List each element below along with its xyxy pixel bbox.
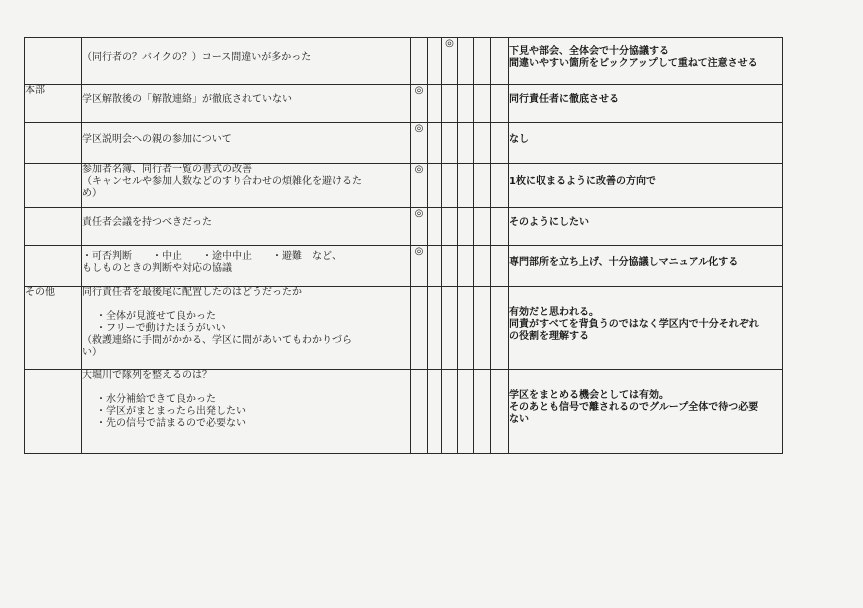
response-text: 同行責任者に徹底させる bbox=[509, 94, 619, 105]
response-cell bbox=[509, 287, 783, 370]
rating-cell bbox=[474, 370, 491, 454]
table-row bbox=[25, 123, 783, 164]
rating-cell bbox=[411, 246, 428, 287]
rating-cell bbox=[474, 85, 491, 123]
rating-cell bbox=[411, 38, 428, 85]
issue-cell bbox=[82, 85, 411, 123]
issue-text: 同行責任者を最後尾に配置したのはどうだったか bbox=[82, 287, 302, 298]
response-text: 同責がすべてを背負うのではなく学区内で十分それぞれ bbox=[509, 318, 759, 330]
issue-cell bbox=[82, 164, 411, 208]
response-text: 専門部所を立ち上げ、十分協議しマニュアル化する bbox=[509, 256, 739, 268]
issue-bullet: ・水分補給できて良かった bbox=[96, 394, 216, 405]
category-cell bbox=[25, 208, 82, 246]
rating-cell bbox=[442, 208, 458, 246]
issue-bullet: ・学区がまとまったら出発したい bbox=[96, 406, 246, 417]
rating-cell bbox=[491, 164, 509, 208]
issue-cell bbox=[82, 287, 411, 370]
double-circle-mark: ◎ bbox=[445, 38, 454, 49]
rating-cell bbox=[428, 246, 442, 287]
response-cell bbox=[509, 164, 783, 208]
rating-cell bbox=[442, 164, 458, 208]
issue-cell bbox=[82, 246, 411, 287]
issue-text: ・可否判断 ・中止 ・途中中止 ・避難 など、 bbox=[82, 250, 342, 262]
rating-cell bbox=[442, 370, 458, 454]
rating-cell bbox=[491, 85, 509, 123]
response-text: そのあとも信号で離されるのでグループ全体で待つ必要 bbox=[509, 402, 759, 413]
table-row bbox=[25, 370, 783, 454]
issue-text: め） bbox=[82, 188, 102, 199]
rating-cell bbox=[411, 85, 428, 123]
rating-cell bbox=[411, 164, 428, 208]
issue-text: 参加者名簿、同行者一覧の書式の改善 bbox=[82, 164, 252, 175]
rating-cell bbox=[442, 246, 458, 287]
rating-cell bbox=[442, 123, 458, 164]
issue-text: もしものときの判断や対応の協議 bbox=[82, 262, 232, 274]
rating-cell bbox=[458, 38, 474, 85]
response-text: 1枚に収まるように改善の方向で bbox=[509, 176, 656, 187]
response-cell bbox=[509, 85, 783, 123]
rating-cell bbox=[442, 38, 458, 85]
category-cell: その他 bbox=[25, 287, 82, 370]
response-text: 有効だと思われる。 bbox=[509, 306, 599, 318]
rating-cell bbox=[428, 38, 442, 85]
rating-cell bbox=[491, 287, 509, 370]
response-text: 間違いやすい箇所をピックアップして重ねて注意させる bbox=[509, 57, 758, 69]
rating-cell bbox=[411, 123, 428, 164]
issue-text: （キャンセルや参加人数などのすり合わせの煩雑化を避けるた bbox=[82, 176, 362, 187]
response-text: ない bbox=[509, 414, 529, 425]
double-circle-mark: ◎ bbox=[414, 208, 424, 219]
issue-text: 責任者会議を持つべきだった bbox=[82, 217, 212, 228]
table-row bbox=[25, 246, 783, 287]
rating-cell bbox=[442, 85, 458, 123]
rating-cell bbox=[458, 85, 474, 123]
issue-bullet: い） bbox=[82, 347, 102, 358]
rating-cell bbox=[428, 123, 442, 164]
rating-cell bbox=[458, 208, 474, 246]
rating-cell bbox=[428, 287, 442, 370]
issue-text: 大堀川で隊列を整えるのは？ bbox=[82, 370, 212, 381]
table-row bbox=[25, 164, 783, 208]
response-cell bbox=[509, 208, 783, 246]
rating-cell bbox=[428, 370, 442, 454]
double-circle-mark: ◎ bbox=[414, 85, 424, 96]
issue-cell bbox=[82, 38, 411, 85]
rating-cell bbox=[491, 370, 509, 454]
response-text: の役割を理解する bbox=[509, 330, 589, 342]
issue-cell bbox=[82, 370, 411, 454]
category-cell: 本部 bbox=[25, 85, 82, 123]
issue-bullet: ・先の信号で詰まるので必要ない bbox=[96, 418, 246, 429]
issue-text: 学区説明会への親の参加について bbox=[82, 133, 232, 145]
double-circle-mark: ◎ bbox=[414, 246, 424, 257]
rating-cell bbox=[458, 246, 474, 287]
response-cell bbox=[509, 38, 783, 85]
rating-cell bbox=[428, 85, 442, 123]
category-cell bbox=[25, 164, 82, 208]
rating-cell bbox=[491, 38, 509, 85]
response-cell bbox=[509, 123, 783, 164]
category-cell bbox=[25, 38, 82, 85]
rating-cell bbox=[458, 164, 474, 208]
rating-cell bbox=[428, 164, 442, 208]
rating-cell bbox=[458, 370, 474, 454]
rating-cell bbox=[491, 208, 509, 246]
issue-bullet: ・フリーで動けたほうがいい bbox=[96, 323, 226, 334]
issue-bullet: （救護連絡に手間がかかる、学区に間があいてもわかりづら bbox=[82, 335, 352, 346]
issue-text: （同行者の？バイクの？）コース間違いが多かった bbox=[82, 51, 312, 63]
response-text: なし bbox=[509, 133, 529, 145]
category-cell bbox=[25, 123, 82, 164]
rating-cell bbox=[411, 208, 428, 246]
rating-cell bbox=[474, 287, 491, 370]
response-cell bbox=[509, 370, 783, 454]
rating-cell bbox=[458, 287, 474, 370]
rating-cell bbox=[411, 287, 428, 370]
issue-text: 学区解散後の「解散連絡」が徹底されていない bbox=[82, 94, 292, 105]
rating-cell bbox=[411, 370, 428, 454]
rating-cell bbox=[491, 123, 509, 164]
response-cell bbox=[509, 246, 783, 287]
rating-cell bbox=[474, 123, 491, 164]
rating-cell bbox=[442, 287, 458, 370]
response-text: 学区をまとめる機会としては有効。 bbox=[509, 390, 669, 401]
table-row bbox=[25, 38, 783, 85]
table-row bbox=[25, 208, 783, 246]
table-row bbox=[25, 287, 783, 370]
rating-cell bbox=[474, 246, 491, 287]
rating-cell bbox=[474, 164, 491, 208]
response-text: 下見や部会、全体会で十分協議する bbox=[509, 45, 669, 57]
issue-cell bbox=[82, 208, 411, 246]
issue-cell bbox=[82, 123, 411, 164]
category-cell bbox=[25, 246, 82, 287]
category-cell bbox=[25, 370, 82, 454]
rating-cell bbox=[458, 123, 474, 164]
double-circle-mark: ◎ bbox=[414, 164, 424, 175]
rating-cell bbox=[428, 208, 442, 246]
rating-cell bbox=[491, 246, 509, 287]
review-table bbox=[24, 37, 783, 454]
table-row bbox=[25, 85, 783, 123]
rating-cell bbox=[474, 38, 491, 85]
double-circle-mark: ◎ bbox=[414, 123, 424, 134]
issue-bullet: ・全体が見渡せて良かった bbox=[96, 311, 216, 322]
response-text: そのようにしたい bbox=[509, 217, 589, 228]
rating-cell bbox=[474, 208, 491, 246]
